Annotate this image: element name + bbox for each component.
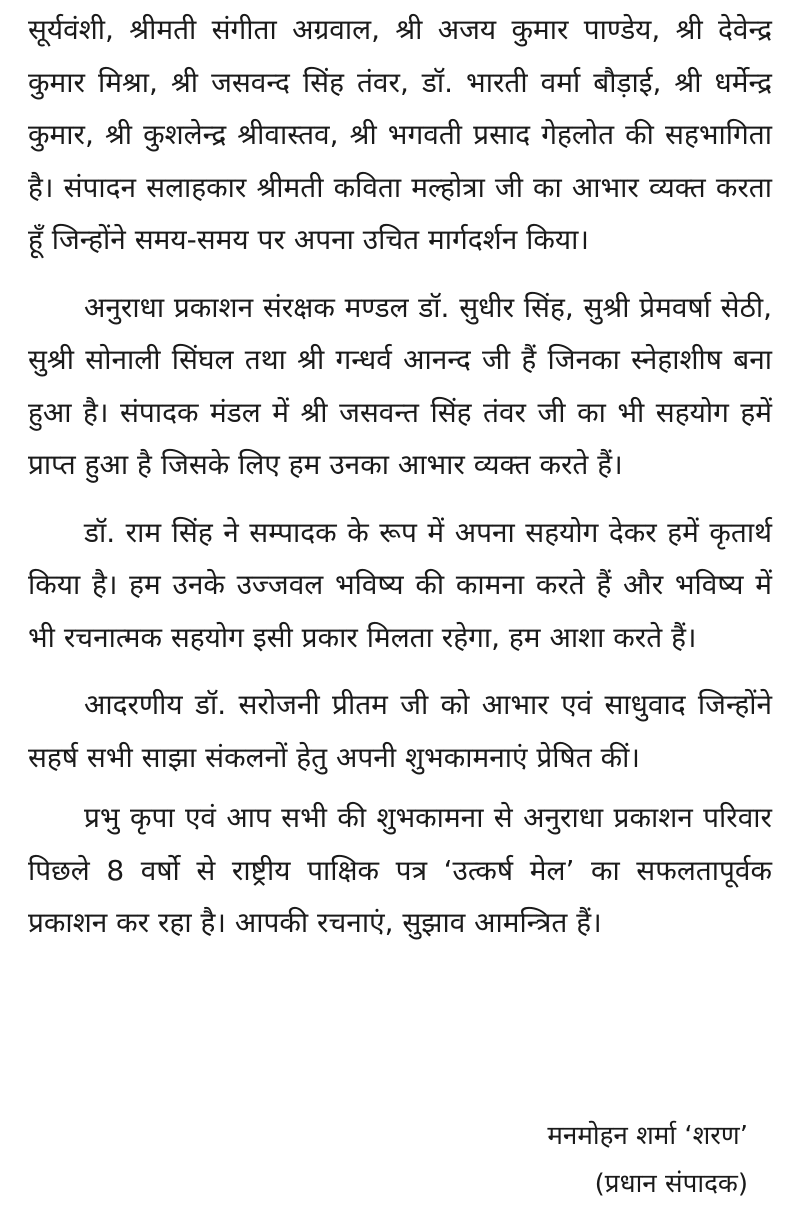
paragraph-editor-thanks: डॉ. राम सिंह ने सम्पादक के रूप में अपना सहयोग देकर हमें कृतार्थ किया है। हम उनके उज्जवल भविष्य की कामना करते हैं और भविष्य में भी रचनात्मक सहयोग इसी प्रकार मिलता रहेगा, हम आशा करते हैं। [28, 515, 772, 654]
paragraph-acknowledgement: आदरणीय डॉ. सरोजनी प्रीतम जी को आभार एवं साधुवाद जिन्होंने सहर्ष सभी साझा संकलनों हेतु अपनी शुभकामनाएं प्रेषित कीं। [28, 688, 772, 774]
paragraph-participants: सूर्यवंशी, श्रीमती संगीता अग्रवाल, श्री अजय कुमार पाण्डेय, श्री देवेन्द्र कुमार मिश्रा, श्री जसवन्द सिंह तंवर, डॉ. भारती वर्मा बौड़ाई, श्री धर्मेन्द्र कुमार, श्री कुशलेन्द्र श्रीवास्तव, श्री भगवती प्रसाद गेहलोत की सहभागिता है। संपादन सलाहकार श्रीमती कविता मल्होत्रा जी का आभार व्यक्त करता हूँ जिन्होंने समय-समय पर अपना उचित मार्गदर्शन किया। [28, 13, 772, 256]
signature-block [547, 1112, 748, 1208]
paragraph-patrons: अनुराधा प्रकाशन संरक्षक मण्डल डॉ. सुधीर सिंह, सुश्री प्रेमवर्षा सेठी, सुश्री सोनाली सिंघल तथा श्री गन्धर्व आनन्द जी हैं जिनका स्नेहाशीष बना हुआ है। संपादक मंडल में श्री जसवन्त सिंह तंवर जी का भी सहयोग हमें प्राप्त हुआ है जिसके लिए हम उनका आभार व्यक्त करते हैं। [28, 290, 772, 481]
signature-name: मनमोहन शर्मा ‘शरण’ [547, 1121, 748, 1151]
paragraph-closing: प्रभु कृपा एवं आप सभी की शुभकामना से अनुराधा प्रकाशन परिवार पिछले 8 वर्षो से राष्ट्रीय पाक्षिक पत्र ‘उत्कर्ष मेल’ का सफलतापूर्वक प्रकाशन कर रहा है। आपकी रचनाएं, सुझाव आमन्त्रित हैं। [28, 801, 772, 939]
document-body [28, 4, 772, 950]
signature-designation: (प्रधान संपादक) [594, 1169, 748, 1199]
